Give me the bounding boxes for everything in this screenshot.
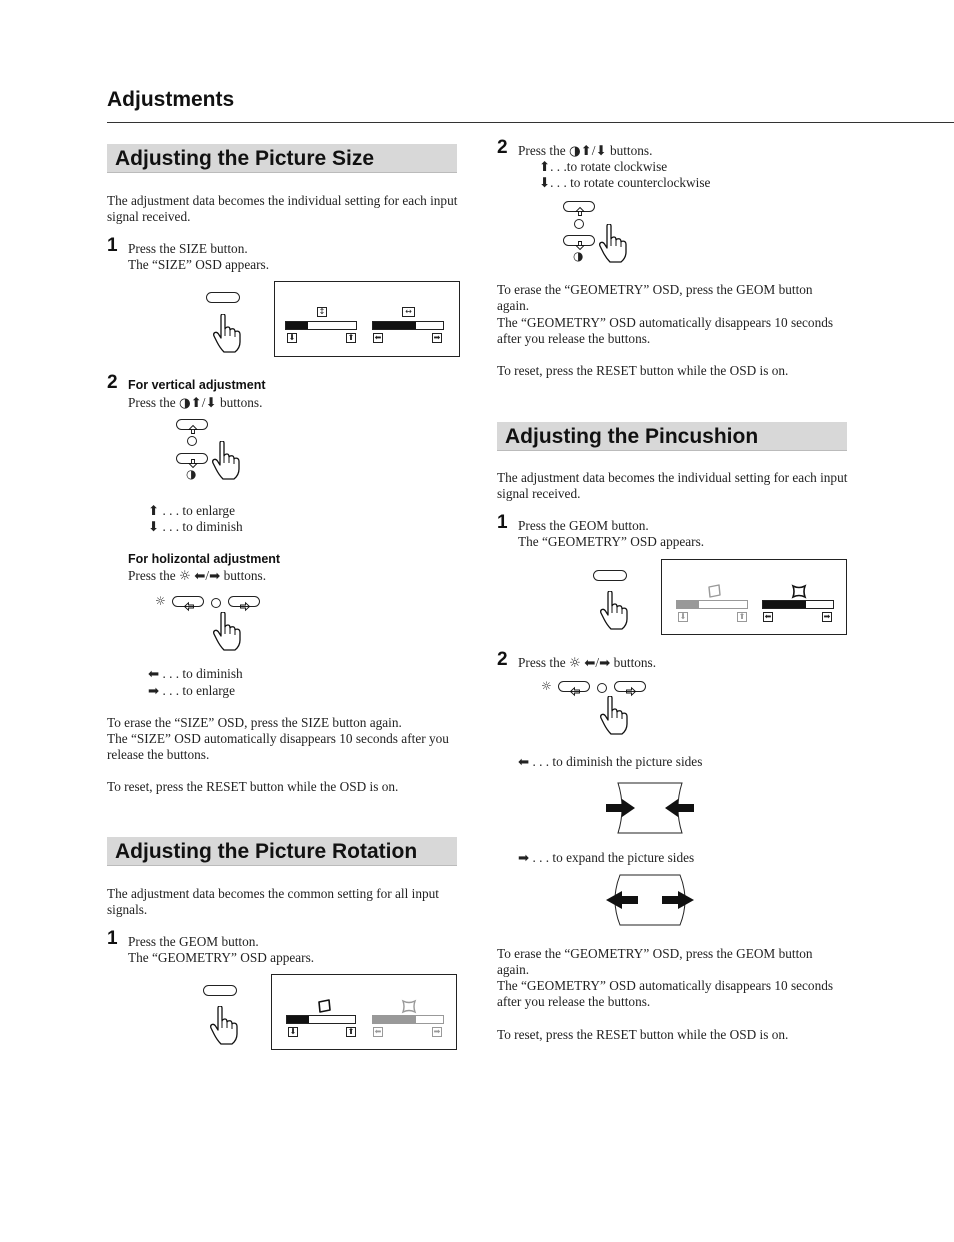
rotation-icon bbox=[706, 584, 722, 598]
size-step2-number: 2 bbox=[107, 372, 118, 393]
rotate-counterclockwise-line bbox=[539, 175, 710, 192]
left-arrow-icon: ⬅ bbox=[194, 569, 206, 584]
geometry-osd-panel bbox=[271, 974, 457, 1050]
rotation-icon bbox=[316, 999, 332, 1013]
rotation-reset-note: To reset, press the RESET button while the OSD is on. bbox=[497, 363, 789, 378]
diminish-text: . . . to diminish bbox=[162, 666, 243, 681]
pincushion-reset-note: To reset, press the RESET button while the OSD is on. bbox=[497, 1027, 789, 1042]
size-step1-line2: The “SIZE” OSD appears. bbox=[128, 257, 270, 272]
geom-button[interactable] bbox=[593, 570, 627, 581]
buttons-text: buttons. bbox=[609, 143, 653, 158]
pincushion-icon bbox=[401, 1000, 417, 1013]
up-arrow-icon: ⬆ bbox=[580, 144, 592, 159]
size-button[interactable] bbox=[206, 292, 240, 303]
geom-button[interactable] bbox=[203, 985, 237, 996]
pincushion-step1-line2: The “GEOMETRY” OSD appears. bbox=[518, 534, 705, 549]
press-text: Press the bbox=[128, 395, 176, 410]
slash: / bbox=[205, 568, 210, 583]
left-arrow-icon: ⬅ bbox=[764, 612, 772, 621]
rotation-section-title: Adjusting the Picture Rotation bbox=[107, 837, 457, 866]
right-arrow-icon: ➡ bbox=[518, 851, 530, 866]
pincushion-bar bbox=[372, 1015, 444, 1024]
diminish-sides-text: . . . to diminish the picture sides bbox=[532, 754, 703, 769]
press-text: Press the bbox=[518, 655, 566, 670]
right-arrow-icon: ➡ bbox=[148, 684, 160, 699]
slash: / bbox=[591, 143, 596, 158]
geometry-osd-panel bbox=[661, 559, 847, 635]
rotation-fill bbox=[677, 601, 699, 608]
down-button[interactable] bbox=[563, 235, 595, 246]
diminish-sides-line bbox=[518, 754, 702, 771]
right-arrow-icon: ➡ bbox=[433, 1027, 441, 1036]
buttons-text: buttons. bbox=[223, 568, 267, 583]
up-arrow-icon: ⬆ bbox=[738, 612, 746, 621]
left-button[interactable] bbox=[558, 681, 590, 692]
enlarge-text: . . . to enlarge bbox=[162, 683, 235, 698]
up-arrow-icon: ⬆ bbox=[347, 333, 355, 342]
right-arrow-icon bbox=[229, 601, 261, 612]
horizontal-size-bar bbox=[372, 321, 444, 330]
rotation-step1-line2: The “GEOMETRY” OSD appears. bbox=[128, 950, 315, 965]
vertical-press-line bbox=[128, 395, 262, 412]
down-button[interactable] bbox=[176, 453, 208, 464]
size-erase-line2: The “SIZE” OSD automatically disappears 10 seconds after you release the buttons. bbox=[107, 731, 449, 762]
left-arrow-icon: ⬅ bbox=[374, 333, 382, 342]
right-arrow-icon: ➡ bbox=[433, 333, 441, 342]
left-arrow-icon: ⬅ bbox=[374, 1027, 382, 1036]
rotation-step2-press-line bbox=[518, 143, 652, 160]
pincushion-intro: The adjustment data becomes the individual setting for each input signal received. bbox=[497, 470, 848, 501]
vertical-adjustment-label: For vertical adjustment bbox=[128, 378, 266, 392]
up-button[interactable] bbox=[563, 201, 595, 212]
pincushion-step1-line1: Press the GEOM button. bbox=[518, 518, 649, 533]
down-arrow-icon: ⬇ bbox=[679, 612, 687, 621]
up-arrow-icon: ⬆ bbox=[539, 160, 551, 175]
left-arrow-icon: ⬅ bbox=[148, 667, 160, 682]
size-step1-number: 1 bbox=[107, 235, 118, 256]
enlarge-right-line bbox=[148, 683, 235, 700]
pincushion-step1-number: 1 bbox=[497, 512, 508, 533]
down-arrow-icon: ⬇ bbox=[205, 396, 217, 411]
size-erase-line1: To erase the “SIZE” OSD, press the SIZE button again. bbox=[107, 715, 402, 730]
contrast-icon: ◑ bbox=[573, 249, 584, 263]
rotation-step1-number: 1 bbox=[107, 928, 118, 949]
press-text: Press the bbox=[518, 143, 566, 158]
pointing-hand-icon bbox=[208, 1006, 240, 1046]
horizontal-adjustment-label: For holizontal adjustment bbox=[128, 552, 281, 566]
size-osd-panel bbox=[274, 281, 460, 357]
brightness-icon: ☼ bbox=[541, 679, 552, 693]
up-arrow-icon bbox=[177, 424, 209, 435]
pointing-hand-icon bbox=[211, 612, 243, 652]
up-arrow-icon: ⬆ bbox=[190, 396, 202, 411]
left-arrow-icon bbox=[173, 601, 205, 612]
contrast-icon: ◑ bbox=[178, 396, 191, 411]
brightness-icon: ☼ bbox=[568, 656, 581, 671]
pointing-hand-icon bbox=[598, 696, 630, 736]
expand-sides-line bbox=[518, 850, 694, 867]
rotation-intro: The adjustment data becomes the common setting for all input signals. bbox=[107, 886, 439, 917]
slash: / bbox=[201, 395, 206, 410]
horizontal-size-icon: ↔ bbox=[402, 307, 415, 317]
expand-sides-text: . . . to expand the picture sides bbox=[532, 850, 695, 865]
press-text: Press the bbox=[128, 568, 176, 583]
size-intro: The adjustment data becomes the individual setting for each input signal received. bbox=[107, 193, 458, 224]
rotation-erase-line2: The “GEOMETRY” OSD automatically disappears 10 seconds after you release the buttons. bbox=[497, 315, 834, 346]
buttons-text: buttons. bbox=[219, 395, 263, 410]
enlarge-up-line bbox=[148, 503, 235, 520]
pincushion-step2-press-line bbox=[518, 655, 656, 672]
up-arrow-icon bbox=[564, 206, 596, 217]
rotation-step2-number: 2 bbox=[497, 137, 508, 158]
contrast-icon: ◑ bbox=[186, 467, 197, 481]
size-step1-line1: Press the SIZE button. bbox=[128, 241, 248, 256]
diminish-text: . . . to diminish bbox=[162, 519, 243, 534]
vertical-size-bar bbox=[285, 321, 357, 330]
page-heading: Adjustments bbox=[107, 88, 235, 111]
indicator-circle bbox=[211, 598, 221, 608]
left-arrow-icon: ⬅ bbox=[584, 656, 596, 671]
pincushion-step2-number: 2 bbox=[497, 649, 508, 670]
down-arrow-icon: ⬇ bbox=[148, 520, 160, 535]
left-arrow-icon: ⬅ bbox=[518, 755, 530, 770]
pincushion-fill bbox=[373, 1016, 416, 1023]
diminish-sides-illustration bbox=[602, 782, 698, 834]
vertical-size-fill bbox=[286, 322, 308, 329]
down-arrow-icon: ⬇ bbox=[595, 144, 607, 159]
counterclockwise-text: . . . to rotate counterclockwise bbox=[550, 175, 711, 190]
up-arrow-icon: ⬆ bbox=[148, 504, 160, 519]
pointing-hand-icon bbox=[597, 224, 629, 264]
buttons-text: buttons. bbox=[613, 655, 657, 670]
pointing-hand-icon bbox=[598, 591, 630, 631]
vertical-size-icon: ↕ bbox=[318, 307, 326, 316]
horizontal-press-line bbox=[128, 568, 266, 585]
left-button[interactable] bbox=[172, 596, 204, 607]
up-button[interactable] bbox=[176, 419, 208, 430]
brightness-icon: ☼ bbox=[178, 569, 191, 584]
right-arrow-icon: ➡ bbox=[599, 656, 611, 671]
down-arrow-icon: ⬇ bbox=[288, 333, 296, 342]
page-rule bbox=[107, 122, 954, 123]
pincushion-fill bbox=[763, 601, 806, 608]
slash: / bbox=[595, 655, 600, 670]
brightness-icon: ☼ bbox=[155, 594, 166, 608]
right-arrow-icon: ➡ bbox=[209, 569, 221, 584]
right-arrow-icon: ➡ bbox=[823, 612, 831, 621]
contrast-icon: ◑ bbox=[568, 144, 581, 159]
size-reset-note: To reset, press the RESET button while the OSD is on. bbox=[107, 779, 399, 794]
rotation-erase-line1: To erase the “GEOMETRY” OSD, press the GEOM button again. bbox=[497, 282, 813, 313]
indicator-circle bbox=[187, 436, 197, 446]
pincushion-erase-line2: The “GEOMETRY” OSD automatically disappears 10 seconds after you release the buttons. bbox=[497, 978, 834, 1009]
pincushion-icon bbox=[791, 585, 807, 598]
up-arrow-icon: ⬆ bbox=[347, 1027, 355, 1036]
horizontal-size-fill bbox=[373, 322, 416, 329]
rotation-bar bbox=[676, 600, 748, 609]
pincushion-bar bbox=[762, 600, 834, 609]
pointing-hand-icon bbox=[211, 314, 243, 354]
right-button[interactable] bbox=[228, 596, 260, 607]
down-arrow-icon: ⬇ bbox=[539, 176, 551, 191]
size-section-title: Adjusting the Picture Size bbox=[107, 144, 457, 173]
rotation-step1-line1: Press the GEOM button. bbox=[128, 934, 259, 949]
rotation-fill bbox=[287, 1016, 309, 1023]
down-arrow-icon: ⬇ bbox=[289, 1027, 297, 1036]
clockwise-text: . . .to rotate clockwise bbox=[550, 159, 668, 174]
indicator-circle bbox=[597, 683, 607, 693]
diminish-left-line bbox=[148, 666, 243, 683]
expand-sides-illustration bbox=[602, 874, 698, 926]
rotation-bar bbox=[286, 1015, 356, 1024]
pointing-hand-icon bbox=[210, 441, 242, 481]
left-arrow-icon bbox=[559, 686, 591, 697]
rotate-clockwise-line bbox=[539, 159, 667, 176]
enlarge-text: . . . to enlarge bbox=[162, 503, 235, 518]
pincushion-section-title: Adjusting the Pincushion bbox=[497, 422, 847, 451]
pincushion-erase-line1: To erase the “GEOMETRY” OSD, press the GEOM button again. bbox=[497, 946, 813, 977]
right-button[interactable] bbox=[614, 681, 646, 692]
diminish-down-line bbox=[148, 519, 243, 536]
indicator-circle bbox=[574, 219, 584, 229]
